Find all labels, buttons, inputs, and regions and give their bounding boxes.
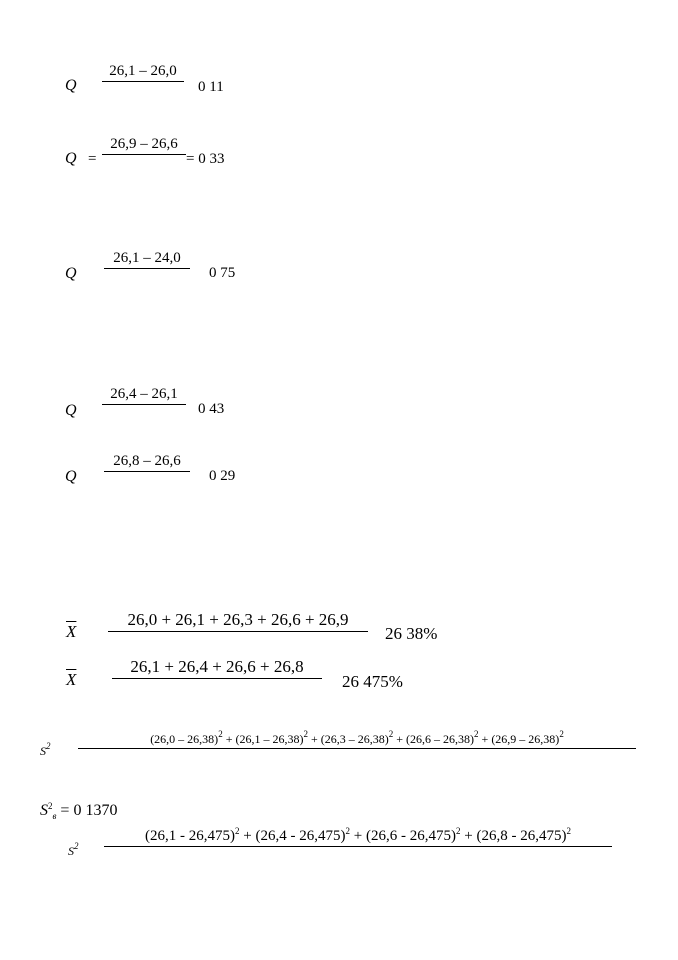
q-symbol: Q: [65, 402, 77, 419]
q-fraction: [104, 453, 190, 472]
variance-fraction: [104, 826, 612, 847]
q-value: 0 11: [198, 79, 224, 95]
q-numerator: 26,8 – 26,6: [104, 453, 190, 472]
q-numerator: 26,1 – 24,0: [104, 250, 190, 269]
q-value: 0 75: [209, 265, 236, 281]
variance-fraction: [78, 729, 636, 749]
q-numerator: 26,1 – 26,0: [102, 63, 184, 82]
mean-symbol: $\overline{X}$: [66, 622, 77, 641]
q-fraction: [102, 136, 186, 155]
mean-fraction: [112, 657, 322, 679]
mean-numerator: 26,0 + 26,1 + 26,3 + 26,6 + 26,9: [108, 610, 368, 632]
variance-result: $S^2_в = 0$ 1370: [40, 801, 118, 822]
mean-symbol: $\overline{X}$: [66, 670, 77, 689]
variance-numerator: (26,0 – 26,38)$^2$ + (26,1 – 26,38)$^2$ + (26,3 – 26,38)$^2$ + (26,6 – 26,38)$^2$ + (26,9 – 26,38)$^2$: [78, 729, 636, 749]
q-numerator: 26,4 – 26,1: [102, 386, 186, 405]
mean-fraction: [108, 610, 368, 632]
q-value: 0 29: [209, 468, 236, 484]
mean-value: 26 475%: [342, 672, 403, 691]
q-value: = 0 33: [186, 151, 225, 167]
q-fraction: [102, 63, 184, 82]
variance-numerator: (26,1 - 26,475)$^2$ + (26,4 - 26,475)$^2$ + (26,6 - 26,475)$^2$ + (26,8 - 26,475)$^2$: [104, 826, 612, 847]
variance-symbol: $S^2$: [68, 841, 79, 858]
mean-value: 26 38%: [385, 624, 438, 643]
q-fraction: [102, 386, 186, 405]
q-symbol: Q: [65, 265, 77, 282]
q-symbol: Q: [65, 468, 77, 485]
variance-symbol: $S^2$: [40, 741, 51, 758]
q-value: 0 43: [198, 401, 225, 417]
q-numerator: 26,9 – 26,6: [102, 136, 186, 155]
q-symbol: Q: [65, 77, 77, 94]
q-symbol: Q: [65, 150, 77, 167]
equals-sign: =: [88, 151, 97, 167]
mean-numerator: 26,1 + 26,4 + 26,6 + 26,8: [112, 657, 322, 679]
q-fraction: [104, 250, 190, 269]
